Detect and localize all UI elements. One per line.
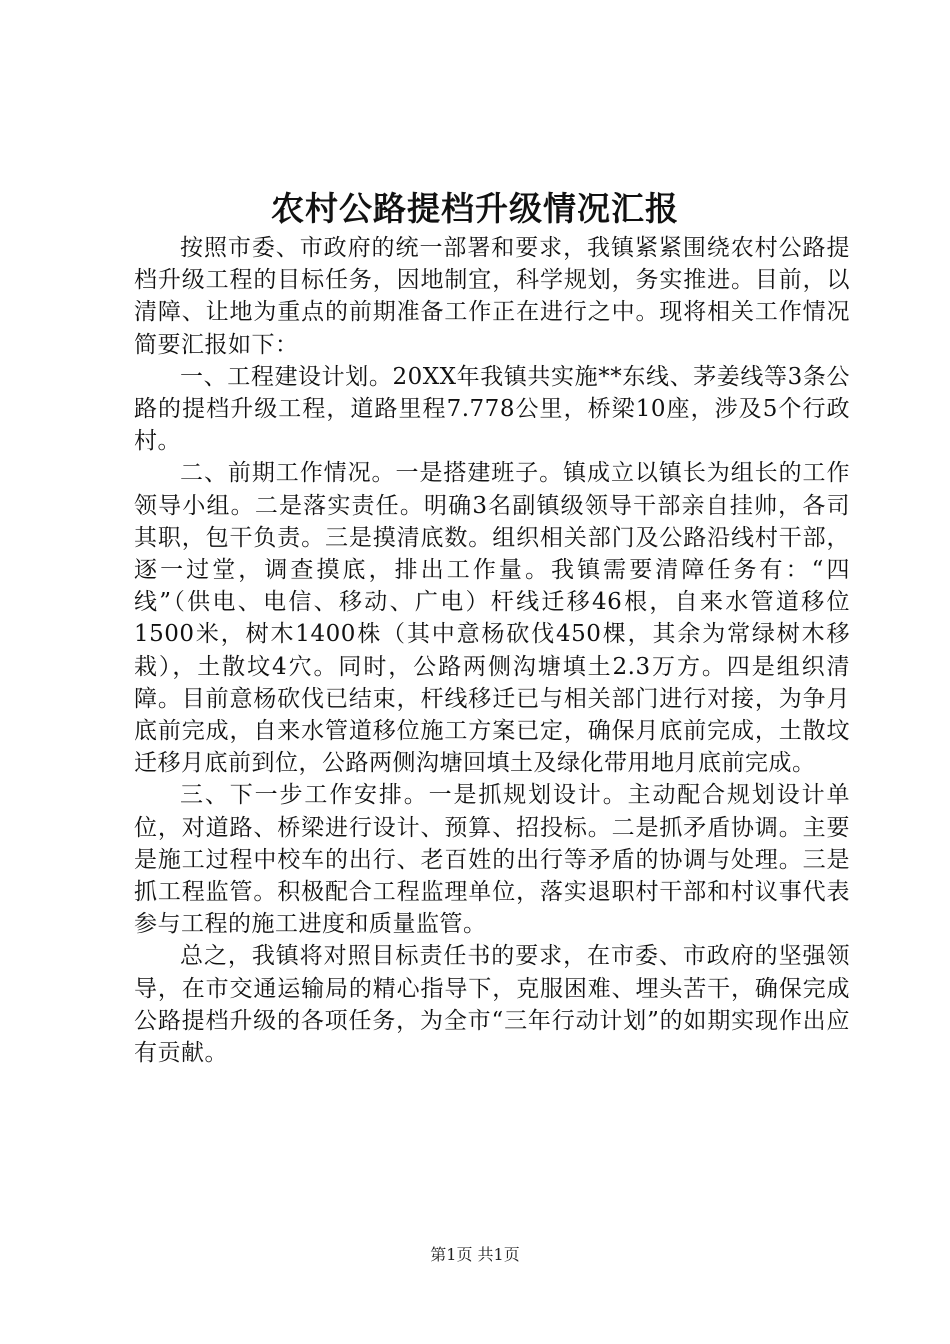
document-body xyxy=(134,232,850,1069)
paragraph-intro: 按照市委、市政府的统一部署和要求，我镇紧紧围绕农村公路提档升级工程的目标任务，因地制宜，科学规划，务实推进。目前，以清障、让地为重点的前期准备工作正在进行之中。现将相关工作情况简要汇报如下： xyxy=(134,235,850,358)
page-footer: 第1页 共1页 xyxy=(430,1245,520,1264)
paragraph-construction-plan: 一、工程建设计划。20XX年我镇共实施**东线、茅姜线等3条公路的提档升级工程，道路里程7.778公里，桥梁10座，涉及5个行政村。 xyxy=(134,363,850,455)
paragraph-next-steps: 三、下一步工作安排。一是抓规划设计。主动配合规划设计单位，对道路、桥梁进行设计、预算、招投标。二是抓矛盾协调。主要是施工过程中校车的出行、老百姓的出行等矛盾的协调与处理。三是抓工程监管。积极配合工程监理单位，落实退职村干部和村议事代表参与工程的施工进度和质量监管。 xyxy=(134,782,850,938)
document-title: 农村公路提档升级情况汇报 xyxy=(271,189,679,228)
paragraph-preliminary-work: 二、前期工作情况。一是搭建班子。镇成立以镇长为组长的工作领导小组。二是落实责任。明确3名副镇级领导干部亲自挂帅，各司其职，包干负责。三是摸清底数。组织相关部门及公路沿线村干部，逐一过堂，调查摸底，排出工作量。我镇需要清障任务有：“四线”（供电、电信、移动、广电）杆线迁移46根，自来水管道移位1500米，树木1400株（其中意杨砍伐450棵，其余为常绿树木移栽），土散坟4穴。同时，公路两侧沟塘填土2.3万方。四是组织清障。目前意杨砍伐已结束，杆线移迁已与相关部门进行对接，为争月底前完成，自来水管道移位施工方案已定，确保月底前完成，土散坟迁移月底前到位，公路两侧沟塘回填土及绿化带用地月底前完成。 xyxy=(134,460,850,777)
paragraph-conclusion: 总之，我镇将对照目标责任书的要求，在市委、市政府的坚强领导，在市交通运输局的精心指导下，克服困难、埋头苦干，确保完成公路提档升级的各项任务，为全市“三年行动计划”的如期实现作出应有贡献。 xyxy=(134,943,850,1067)
